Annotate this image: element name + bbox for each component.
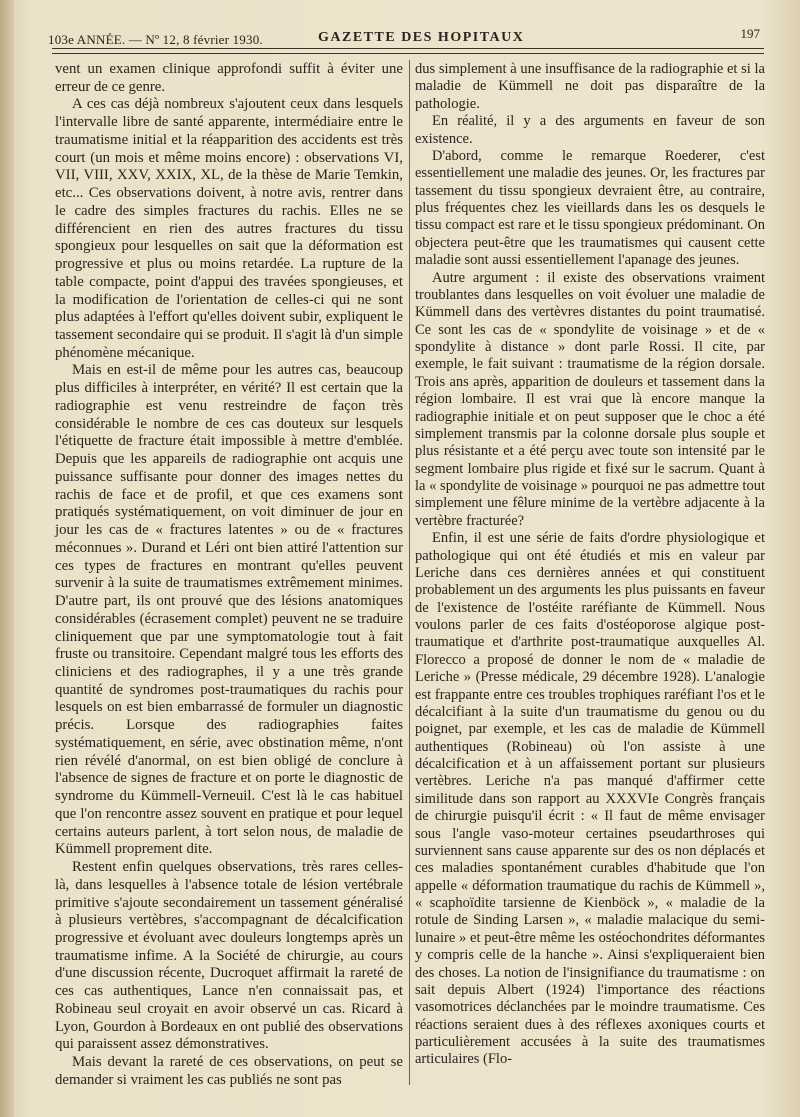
page-header <box>48 26 768 50</box>
paragraph: Autre argument : il existe des observations vraiment troublantes dans lesquelles on voit évoluer une maladie de Kümmell dans des vertèvres distantes du point traumatisé. Ce sont les cas de « spondylite de voisinage » et de « spondylite à distance » dont parle Rossi. Il cite, par exemple, le fait suivant : traumatisme de la région dorsale. Trois ans après, apparition de douleurs et tassement dans la région lombaire. Il est vrai que là encore manque la radiographie initiale et on peut supposer que le choc a été simplement transmis par la colonne dorsale plus souple et plus résistante et a été perçu avec toute son intensité par le segment lombaire plus rigide et fixé sur le sacrum. Quant à la « spondylite de voisinage » pourquoi ne pas admettre tout simplement une fêlure minime de la vertèbre adjacente à la vertèbre fracturée? <box>415 269 765 529</box>
paragraph: vent un examen clinique approfondi suffit à éviter une erreur de ce genre. <box>55 61 403 95</box>
paragraph: D'abord, comme le remarque Roederer, c'est essentiellement une maladie des jeunes. Or, les fractures par tassement du tissu spongieux devraient être, au contraire, plus fréquentes chez les vieillards dans les os desquels le tissu compact est rare et le tissu spongieux prédominant. On objectera peut-être que les traumatismes qui causent cette maladie sont aussi essentiellement l'apanage des jeunes. <box>415 147 765 269</box>
header-rule-bottom <box>52 53 764 54</box>
paragraph: Mais devant la rareté de ces observations, on peut se demander si vraiment les cas publiés ne sont pas <box>55 1054 403 1088</box>
journal-title: GAZETTE DES HOPITAUX <box>318 30 525 45</box>
issue-line: 103e ANNÉE. — Nº 12, 8 février 1930. <box>48 32 263 47</box>
column-divider <box>409 60 410 1085</box>
paragraph: En réalité, il y a des arguments en faveur de son existence. <box>415 113 765 147</box>
paragraph: dus simplement à une insuffisance de la radiographie et si la maladie de Kümmell ne doit pas disparaître de la pathologie. <box>415 61 765 112</box>
left-column <box>55 61 403 1090</box>
paragraph: Restent enfin quelques observations, très rares celles-là, dans lesquelles à l'absence totale de lésion vertébrale primitive s'ajoute secondairement un tassement généralisé à plusieurs vertèbres, s'accompagnant de décalcification progressive et évoluant avec douleurs longtemps après un traumatisme infime. A la Société de chirurgie, au cours d'une discussion récente, Ducroquet affirmait la rareté de ces cas authentiques, Lance n'en connaissait pas, et Robineau seul croyait en avoir observé un cas. Ricard à Lyon, Gourdon à Bordeaux en ont publié des observations qui paraissent assez démonstratives. <box>55 859 403 1053</box>
paragraph: Enfin, il est une série de faits d'ordre physiologique et pathologique qui ont été étudiés et mis en valeur par Leriche dans ces dernières années et qui constituent probablement un des arguments les plus puissants en faveur de l'existence de l'ostéite raréfiante de Kümmell. Nous voulons parler de ces faits d'ostéoporose algique post-traumatique et d'arthrite post-traumatique auxquelles Al. Florecco a proposé de donner le nom de « maladie de Leriche » (Presse médicale, 29 décembre 1928). L'analogie est frappante entre ces troubles trophiques raréfiant l'os et le décalcifiant à la suite d'un traumatisme du genou ou du poignet, par exemple, et les cas de maladie de Kümmell authentiques (Robineau) où l'on assiste à une décalcification et à un affaissement portant sur plusieurs vertèbres. Leriche n'a pas manqué d'affirmer cette similitude dans son rapport au XXXVIe Congrès français de chirurgie puisqu'il écrit : « Il faut de même envisager sous l'angle vaso-moteur certaines pseudarthroses qui surviennent sans cause apparente sur des os non déplacés et ces maladies spontanément curables d'habitude que l'on appelle « déformation traumatique du rachis de Kümmell », « scaphoïdite tarsienne de Kienböck », « maladie de la rotule de Sinding Larsen », « maladie malacique du semi-lunaire » et peut-être même les ostéochondrites déformantes y compris celle de la hanche ». Ainsi s'expliqueraient bien des choses. La notion de l'insignifiance du traumatisme : on sait depuis Albert (1924) l'importance des réactions vasomotrices déclanchées par le moindre traumatisme. Ces réactions seraient dues à des réflexes axoniques courts et particulièrement accusées à la suite des traumatismes articulaires (Flo- <box>415 530 765 1068</box>
header-rule-top <box>52 48 764 49</box>
right-column <box>415 61 765 1069</box>
page-number: 197 <box>740 26 760 41</box>
paragraph: A ces cas déjà nombreux s'ajoutent ceux dans lesquels l'intervalle libre de santé apparente, intermédiaire entre le traumatisme initial et la réapparition des accidents est très court (un mois et même moins encore) : observations VI, VII, VIII, XXV, XXIX, XL, de la thèse de Marie Temkin, etc... Ces observations doivent, à notre avis, rentrer dans le cadre des simples fractures du rachis. Elles ne se différencient en rien des autres fractures du tissu spongieux pour lesquelles on sait que la déformation est progressive et plus ou moins retardée. La rupture de la table compacte, point d'appui des travées spongieuses, et la modification de l'orientation de celles-ci qui ne sont plus adaptées à l'effort qu'elles doivent subir, expliquent le tassement secondaire qui se produit. Il s'agit là d'un simple phénomène mécanique. <box>55 96 403 361</box>
paragraph: Mais en est-il de même pour les autres cas, beaucoup plus difficiles à interpréter, en vérité? Il est certain que la radiographie est venu restreindre de façon très considérable le nombre de ces cas douteux sur lesquels l'étiquette de fracture était impossible à mettre d'emblée. Depuis que les appareils de radiographie ont acquis une puissance suffisante pour donner des images nettes du rachis de face et de profil, et que ces examens sont pratiqués systématiquement, on voit diminuer de jour en jour les cas de « fractures latentes » ou de « fractures méconnues ». Durand et Léri ont bien attiré l'attention sur ces types de fractures en montrant qu'elles peuvent survenir à la suite de traumatismes extrêmement minimes. D'autre part, ils ont prouvé que des lésions anatomiques considérables (écrasement complet) peuvent ne se traduire cliniquement que par une symptomatologie tout à fait fruste ou transitoire. Cependant malgré tous les efforts des cliniciens et des radiographes, il y a une très grande quantité de syndromes post-traumatiques du rachis pour lesquels on est bien embarrassé de formuler un diagnostic précis. Lorsque des radiographies faites systématiquement, en série, avec obstination même, n'ont rien révélé d'anormal, on est bien obligé de conclure à l'absence de signes de fracture et on porte le diagnostic de syndrome du Kümmell-Verneuil. C'est là le cas habituel que l'on rencontre assez souvent en pratique et pour lequel certains auteurs parlent, à tort selon nous, de maladie de Kümmell proprement dite. <box>55 362 403 858</box>
page-binding-edge <box>0 0 14 1117</box>
